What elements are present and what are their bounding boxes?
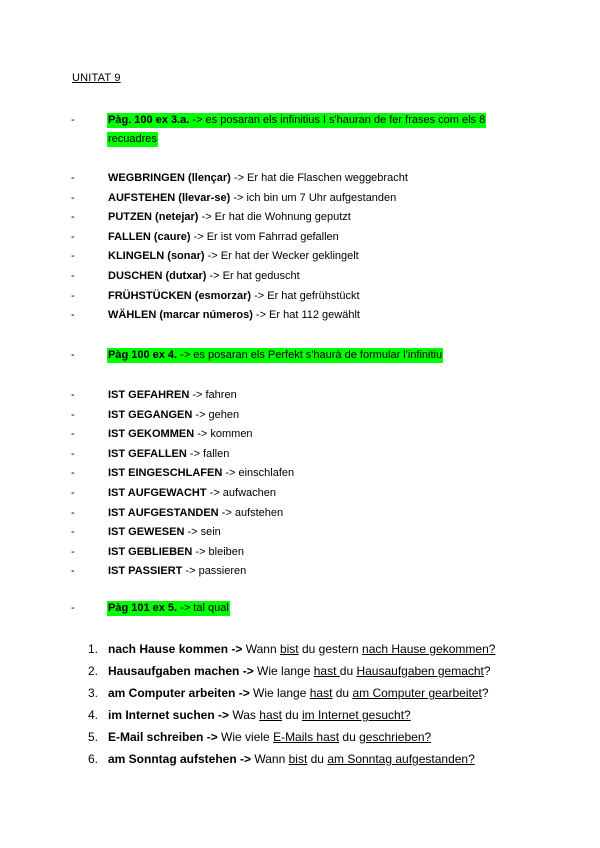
section3-heading	[71, 601, 230, 616]
section1-heading-bold: Pàg. 100 ex 3.a.	[108, 114, 190, 126]
section1-heading-rest: -> es posaran els infinitius I s'hauran de fer frases com els 8	[189, 114, 486, 126]
section1-heading-line1	[107, 113, 486, 128]
section3-heading-line: Pàg 101 ex 5. -> tal qual	[108, 602, 229, 614]
section1-heading-line2: recuadres	[108, 133, 157, 145]
page-title: UNITAT 9	[72, 72, 121, 84]
section1-bullet: -	[71, 114, 75, 126]
section2-heading	[71, 348, 443, 363]
document-page: UNITAT 9 - Pàg. 100 ex 3.a. -> es posaran els infinitius I s'hauran de fer frases com els 8 recuadres - WEGBRINGEN (llençar) -> Er hat die Flaschen weggebracht - AUFSTEHEN (llevar-se) -> ich bin um 7 Uhr aufgestanden - PUTZEN (netejar) -> Er hat die Wohnung geputzt - FALLEN (caure) -> Er ist vom Fahrrad gefallen - KLINGELN (sonar) -> Er hat der Wecker geklingelt - DUSCHEN (dutxar) -> Er hat geduscht - FRÜHSTÜCKEN (esmorzar) -> Er hat gefrühstückt - WÄHLEN (marcar números) -> Er hat 112 gewählt - Pàg 100 ex 4. -> es posaran els Perfekt s'haurà de formular l'infinitiu - IST GEFAHREN -> fahren - IST GEGANGEN -> gehen - IST GEKOMMEN -> kommen - IST GEFALLEN -> fallen - IST EINGESCHLAFEN -> einschlafen - IST AUFGEWACHT -> aufwachen - IST AUFGESTANDEN -> aufstehen - IST GEWESEN -> sein - IST GEBLIEBEN -> bleiben - IST PASSIERT -> passieren - Pàg 101 ex 5. -> tal qual 1. nach Hause kommen -> Wann bist du gestern nach Hause gekommen? 2. Hausaufgaben machen -> Wie lange hast du Hausaufgaben gemacht? 3. am Computer arbeiten -> Wie lange hast du am Computer gearbeitet? 4. im Internet suchen -> Was hast du im Internet gesucht? 5. E-Mail schreiben -> Wie viele E-Mails hast du geschrieben? 6. am Sonntag aufstehen -> Wann bist du am Sonntag aufgestanden?	[71, 72, 496, 766]
section2-bullet: -	[71, 349, 75, 361]
section1-heading	[71, 113, 486, 147]
section3-bullet: -	[71, 602, 75, 614]
section2-heading-line: Pàg 100 ex 4. -> es posaran els Perfekt s'haurà de formular l'infinitiu	[108, 349, 443, 361]
